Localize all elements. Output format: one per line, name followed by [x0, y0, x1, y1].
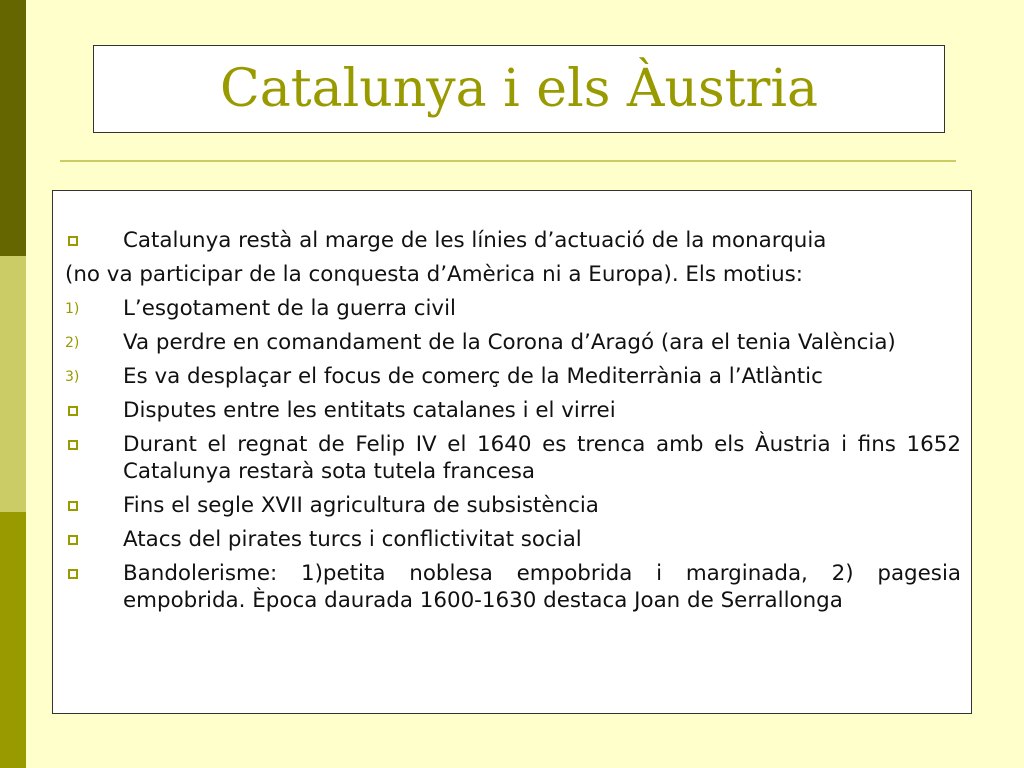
square-bullet-icon	[68, 440, 78, 450]
list-item-bullet	[53, 492, 971, 519]
list-item-bullet	[53, 227, 971, 254]
list-item-text: Catalunya restà al marge de les línies d’actuació de la monarquia	[123, 228, 827, 253]
list-item-text: Va perdre en comandament de la Corona d’Aragó (ara el tenia València)	[123, 330, 896, 355]
list-number-marker: 2)	[65, 335, 80, 351]
list-number-marker: 1)	[65, 301, 80, 317]
list-item-text: L’esgotament de la guerra civil	[123, 296, 456, 321]
content-list	[53, 227, 971, 621]
left-bar-segment-light	[0, 256, 26, 512]
left-bar-segment-dark	[0, 0, 26, 256]
list-item-bullet	[53, 397, 971, 424]
list-item-numbered	[53, 363, 971, 390]
list-item-text: Atacs del pirates turcs i conflictivitat social	[123, 527, 582, 552]
title-box	[93, 45, 945, 133]
square-bullet-icon	[68, 501, 78, 511]
list-item-text: (no va participar de la conquesta d’Amèrica ni a Europa). Els motius:	[65, 262, 803, 287]
left-decorative-bar	[0, 0, 26, 768]
slide-title: Catalunya i els Àustria	[219, 59, 819, 119]
list-item-bullet	[53, 526, 971, 553]
list-item-plain	[53, 261, 971, 288]
list-item-text: Es va desplaçar el focus de comerç de la Mediterrània a l’Atlàntic	[123, 364, 823, 389]
list-item-text: Bandolerisme: 1)petita noblesa empobrida i marginada, 2) pagesia empobrida. Època daurada 1600-1630 destaca Joan de Serrallonga	[123, 561, 961, 613]
list-item-text: Durant el regnat de Felip IV el 1640 es trenca amb els Àustria i fins 1652 Catalunya restarà sota tutela francesa	[123, 432, 961, 484]
list-item-text: Fins el segle XVII agricultura de subsistència	[123, 493, 599, 518]
list-item-bullet	[53, 431, 971, 485]
list-item-numbered	[53, 295, 971, 322]
left-bar-segment-olive	[0, 512, 26, 768]
content-box	[52, 190, 972, 714]
square-bullet-icon	[68, 236, 78, 246]
list-item-text: Disputes entre les entitats catalanes i el virrei	[123, 398, 616, 423]
square-bullet-icon	[68, 569, 78, 579]
square-bullet-icon	[68, 535, 78, 545]
list-item-bullet	[53, 560, 971, 614]
title-divider	[60, 160, 956, 162]
list-number-marker: 3)	[65, 369, 80, 385]
square-bullet-icon	[68, 406, 78, 416]
list-item-numbered	[53, 329, 971, 356]
